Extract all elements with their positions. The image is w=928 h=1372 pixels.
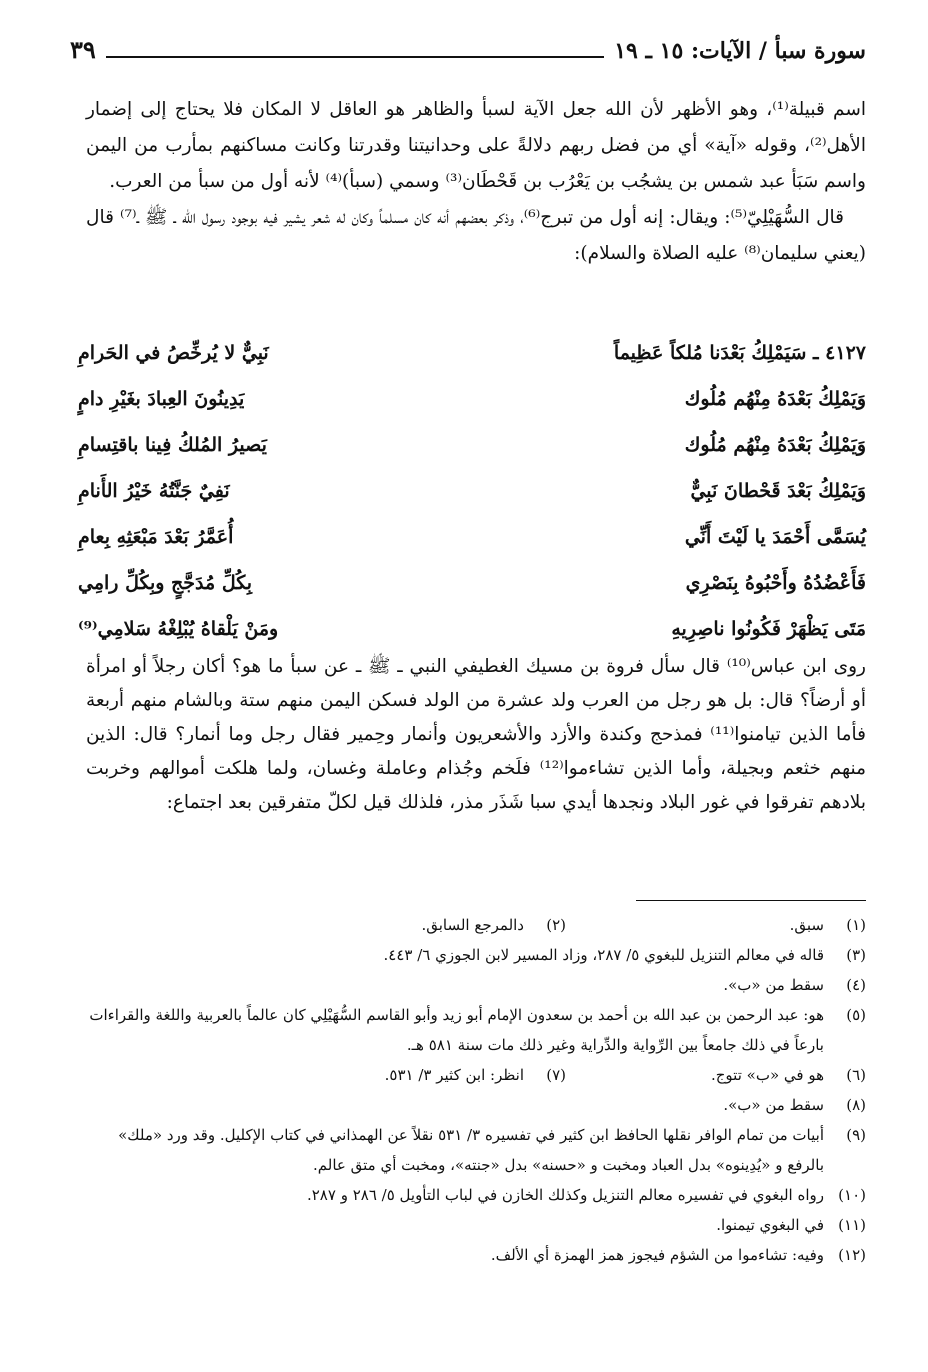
footnote	[86, 1000, 866, 1060]
footnote-text: هو في «ب» تتوج.	[710, 1066, 824, 1084]
poem	[78, 330, 866, 652]
footnote-separator	[636, 900, 866, 901]
footnote-number: (١٢)	[838, 1246, 866, 1264]
footnote-text: أبيات من تمام الوافر نقلها الحافظ ابن كثير في تفسيره ٣/ ٥٣١ نقلاً عن الهمذاني في كتاب الإكليل. وقد ورد «ملك» بالرفع و «يُدِينوه» بدل العباد ومخبت و «حسنه» بدل «جنته»، ومخبت أي متق عالم.	[118, 1126, 824, 1174]
running-title: سورة سبأ / الآيات: ١٥ ـ ١٩	[614, 38, 866, 64]
verse	[78, 514, 866, 560]
verse	[78, 560, 866, 606]
verse-first-hemistich: مَتَى يَظْهَرْ فَكُونُوا ناصِرِيهِ	[671, 618, 866, 640]
header-rule	[106, 56, 604, 58]
footnote	[86, 970, 866, 1000]
footnote-number: (١٠)	[838, 1186, 866, 1204]
footnote	[86, 1120, 866, 1180]
footnote-text: سبق.	[789, 916, 824, 934]
verse-first-hemistich: فَأَعْضُدُهُ وأَحْبُوهُ بِنَصْرِي	[685, 572, 866, 594]
footnote-number: (٦)	[846, 1066, 866, 1084]
verse	[78, 606, 866, 652]
footnote-text: وفيه: تشاءموا من الشؤم فيجوز همز الهمزة أي الألف.	[490, 1246, 824, 1264]
verse	[78, 422, 866, 468]
verse-first-hemistich: وَيَمْلِكُ بَعْدَهُ مِنْهُم مُلُوك	[684, 434, 866, 456]
verse	[78, 468, 866, 514]
paragraph: روى ابن عباس⁽¹⁰⁾ قال سأل فروة بن مسيك الغطيفي النبي ـ ﷺ ـ عن سبأ ما هو؟ أكان رجلاً أو امرأة أو أرضاً؟ قال: بل هو رجل من العرب ولد عشرة من الولد فسكن اليمن منهم ستة وبالشام منهم أربعة فأما الذين تيامنوا⁽¹¹⁾ فمذحج وكندة والأزد والأشعريون وأنمار وحِمير فقال رجل وما أنمار؟ قال: الذين منهم خثعم وبجيلة، وأما الذين تشاءموا⁽¹²⁾ فلَخم وجُذام وعاملة وغسان، ولما هلكت أموالهم وخربت بلادهم تفرقوا في غور البلاد ونجدها أيدي سبا شَذَر مذر، فلذلك قيل لكلّ متفرقين بعد اجتماع:	[86, 656, 867, 813]
verse-first-hemistich: ٤١٢٧ ـ سَيَمْلِكُ بَعْدَنا مُلكاً عَظِيماً	[613, 342, 866, 364]
verse-second-hemistich: يَدِينُونَ العِبادَ بغَيْرِ دامٍ	[78, 388, 245, 410]
footnote-number: (٣)	[846, 946, 866, 964]
verse-first-hemistich: وَيَمْلِكُ بَعْدَهُ مِنْهُم مُلُوك	[684, 388, 866, 410]
footnote-number: (٢)	[546, 916, 566, 934]
verse-first-hemistich: يُسَمَّى أَحْمَدَ يا لَيْتَ أَنِّي	[684, 526, 866, 548]
footnote-row	[86, 1060, 866, 1090]
verse-second-hemistich: نَبِيٌّ لا يُرخِّصُ في الحَرامِ	[78, 342, 269, 364]
main-text	[86, 92, 866, 272]
verse-second-hemistich: نَفِيٌ جَنَّتُهُ خَيْرُ الأَنامِ	[78, 480, 230, 502]
verse-second-hemistich: بِكُلِّ مُدَجَّجٍ وبِكُلِّ رامِي	[78, 572, 252, 594]
verse-second-hemistich: ومَنْ يَلْقاهُ يُبْلِغْهُ سَلامِي⁽⁹⁾	[78, 618, 279, 640]
footnote	[385, 1060, 566, 1090]
footnote-text: سقط من «ب».	[723, 1096, 824, 1114]
verse-first-hemistich: وَيَمْلِكُ بَعْدَ قَحْطانَ نَبِيٌّ	[690, 480, 866, 502]
verse	[78, 376, 866, 422]
footnote-row	[86, 910, 866, 940]
footnote-text: قاله في معالم التنزيل للبغوي ٥/ ٢٨٧، وزاد المسير لابن الجوزي ٦/ ٤٤٣.	[383, 946, 824, 964]
footnote-text: انظر: ابن كثير ٣/ ٥٣١.	[384, 1066, 524, 1084]
page-number: ٣٩	[70, 35, 96, 64]
footnote	[86, 1090, 866, 1120]
page-header	[70, 28, 866, 64]
paragraph: اسم قبيلة⁽¹⁾، وهو الأظهر لأن الله جعل الآية لسبأ والظاهر هو العاقل لا المكان فلا يحتاج إلى إضمار الأهل⁽²⁾، وقوله «آية» أي من فضل ربهم دلالةً على وحدانيتنا وقدرتنا وكانت مساكنهم بمأرب من اليمن واسم سَبَأ عبد شمس بن يشجُب بن يَعْرُب بن قَحْطَان⁽³⁾ وسمي (سبأ)⁽⁴⁾ لأنه أول من سبأ من العرب.	[86, 99, 866, 192]
verse	[78, 330, 866, 376]
footnote-number: (٥)	[846, 1006, 866, 1024]
footnote-number: (١١)	[838, 1216, 866, 1234]
footnote-text: رواه البغوي في تفسيره معالم التنزيل وكذلك الخازن في لباب التأويل ٥/ ٢٨٦ و ٢٨٧.	[306, 1186, 824, 1204]
footnote-text: في البغوي تيمنوا.	[716, 1216, 824, 1234]
footnote-text: سقط من «ب».	[723, 976, 824, 994]
verse-second-hemistich: يَصيرُ المُلكُ فِينا باقتِسامِ	[78, 434, 267, 456]
footnote-number: (٧)	[546, 1066, 566, 1084]
footnote	[86, 1210, 866, 1240]
paragraph: قال السُّهَيْلِيّ⁽⁵⁾: ويقال: إنه أول من تبرج⁽⁶⁾، وذكر بعضهم أنه كان مسلماً وكان له شعر يشير فيه بوجود رسول الله ـ ﷺ ـ⁽⁷⁾ قال (يعني سليمان⁽⁸⁾ عليه الصلاة والسلام):	[86, 207, 866, 264]
footnote	[86, 1240, 866, 1270]
verse-second-hemistich: أُعَمَّرُ بَعْدَ مَبْعَثِهِ بِعامِ	[78, 526, 234, 548]
footnotes	[86, 910, 866, 1270]
footnote-text: هو: عبد الرحمن بن عبد الله بن أحمد بن سعدون الإمام أبو زيد وأبو القاسم السُّهَيْلِي كان عالماً بالعربية واللغة والقراءات بارعاً في ذلك جامعاً بين الرِّواية والدِّراية وغير ذلك مات سنة ٥٨١ هـ.	[89, 1006, 824, 1054]
footnote-text: دالمرجع السابق.	[421, 916, 524, 934]
footnote-number: (١)	[846, 916, 866, 934]
main-text-continued	[86, 650, 866, 820]
footnote	[421, 910, 566, 940]
footnote-number: (٨)	[846, 1096, 866, 1114]
footnote	[566, 1060, 866, 1090]
footnote	[86, 1180, 866, 1210]
footnote	[86, 940, 866, 970]
footnote	[566, 910, 866, 940]
footnote-number: (٩)	[846, 1126, 866, 1144]
footnote-number: (٤)	[846, 976, 866, 994]
